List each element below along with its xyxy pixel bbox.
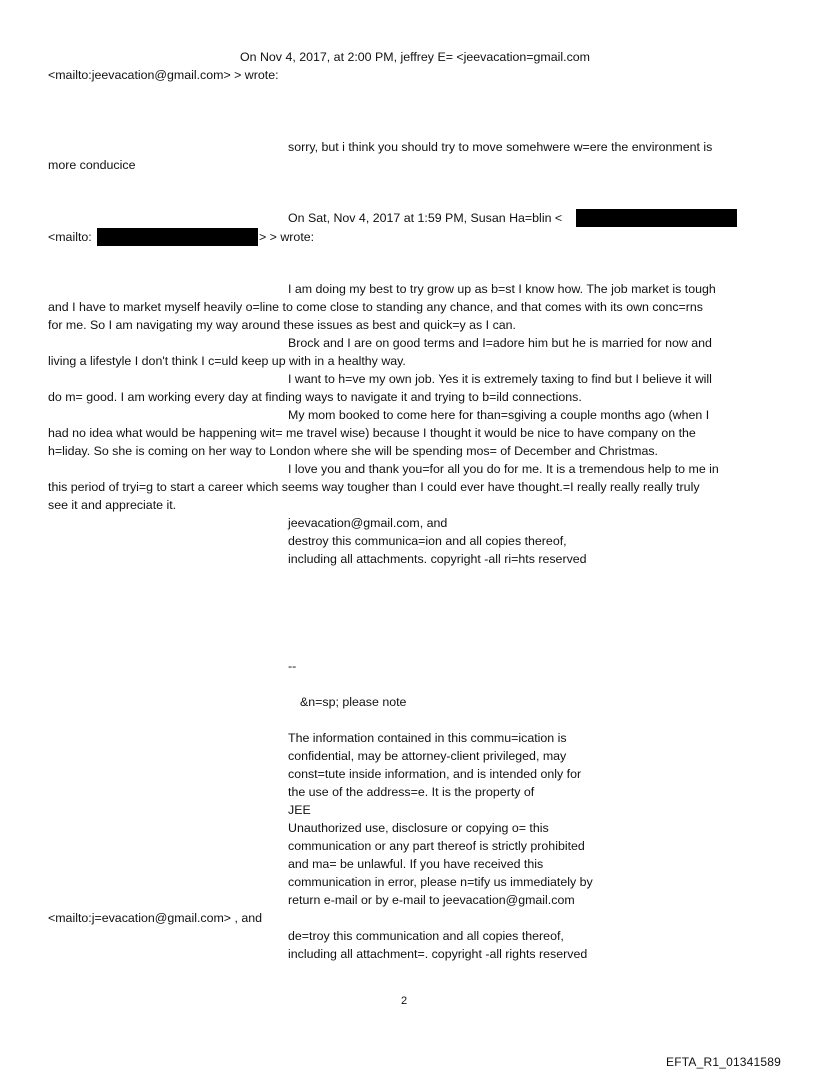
signature-separator: -- bbox=[288, 659, 297, 673]
disclaimer-line-4: the use of the address=e. It is the property of bbox=[288, 785, 535, 799]
page-number: 2 bbox=[401, 995, 408, 1007]
body-line-11: I love you and thank you=for all you do for me. It is a tremendous help to me in bbox=[288, 462, 719, 476]
quoted-header-2-wrote: > > wrote: bbox=[259, 230, 315, 244]
disclaimer-line-2: confidential, may be attorney-client privileged, may bbox=[288, 749, 567, 763]
quoted-header-1: On Nov 4, 2017, at 2:00 PM, jeffrey E= <jeevacation=gmail.com bbox=[240, 50, 590, 64]
body-line-12: this period of tryi=g to start a career which seems way tougher than I could ever have thought.=I really really really truly bbox=[48, 480, 700, 494]
disclaimer-line-11: <mailto:j=evacation@gmail.com> , and bbox=[48, 911, 263, 925]
disclaimer-line-10: return e-mail or by e-mail to jeevacation@gmail.com bbox=[288, 893, 575, 907]
body-line-5: living a lifestyle I don't think I c=uld keep up with in a healthy way. bbox=[48, 354, 406, 368]
footer-line-1: jeevacation@gmail.com, and bbox=[288, 516, 448, 530]
body-line-10: h=liday. So she is coming on her way to London where she will be spending mos= of December and Christmas. bbox=[48, 444, 658, 458]
reply-text-line-2: more conducice bbox=[48, 158, 136, 172]
body-line-4: Brock and I are on good terms and I=adore him but he is married for now and bbox=[288, 336, 712, 350]
footer-line-3: including all attachments. copyright -all ri=hts reserved bbox=[288, 552, 587, 566]
quoted-header-2-mailto-prefix: <mailto: bbox=[48, 230, 92, 244]
body-line-8: My mom booked to come here for than=sgiving a couple months ago (when I bbox=[288, 408, 710, 422]
body-line-7: do m= good. I am working every day at finding ways to navigate it and trying to b=ild connections. bbox=[48, 390, 582, 404]
disclaimer-line-5: JEE bbox=[288, 803, 311, 817]
disclaimer-line-13: including all attachment=. copyright -all rights reserved bbox=[288, 947, 588, 961]
redaction-box-email bbox=[576, 209, 737, 227]
body-line-3: for me. So I am navigating my way around these issues as best and quick=y as I can. bbox=[48, 318, 516, 332]
body-line-9: had no idea what would be happening wit= me travel wise) because I thought it would be nice to have company on the bbox=[48, 426, 696, 440]
please-note-label: &n=sp; please note bbox=[300, 695, 407, 709]
disclaimer-line-9: communication in error, please n=tify us immediately by bbox=[288, 875, 593, 889]
quoted-header-1-mailto: <mailto:jeevacation@gmail.com> > wrote: bbox=[48, 68, 279, 82]
body-line-1: I am doing my best to try grow up as b=st I know how. The job market is tough bbox=[288, 282, 716, 296]
footer-line-2: destroy this communica=ion and all copies thereof, bbox=[288, 534, 567, 548]
body-line-13: see it and appreciate it. bbox=[48, 498, 177, 512]
redaction-box-mailto bbox=[97, 228, 258, 246]
body-line-2: and I have to market myself heavily o=line to come close to standing any chance, and that comes with its own conc=rns bbox=[48, 300, 703, 314]
disclaimer-line-8: and ma= be unlawful. If you have received this bbox=[288, 857, 544, 871]
quoted-header-2: On Sat, Nov 4, 2017 at 1:59 PM, Susan Ha=blin < bbox=[288, 211, 563, 225]
disclaimer-line-1: The information contained in this commu=ication is bbox=[288, 731, 567, 745]
reply-text-line-1: sorry, but i think you should try to move somehwere w=ere the environment is bbox=[288, 140, 713, 154]
disclaimer-line-7: communication or any part thereof is strictly prohibited bbox=[288, 839, 585, 853]
document-id: EFTA_R1_01341589 bbox=[666, 1055, 782, 1069]
body-line-6: I want to h=ve my own job. Yes it is extremely taxing to find but I believe it will bbox=[288, 372, 712, 386]
disclaimer-line-6: Unauthorized use, disclosure or copying o= this bbox=[288, 821, 549, 835]
disclaimer-line-3: const=tute inside information, and is intended only for bbox=[288, 767, 582, 781]
disclaimer-line-12: de=troy this communication and all copies thereof, bbox=[288, 929, 564, 943]
